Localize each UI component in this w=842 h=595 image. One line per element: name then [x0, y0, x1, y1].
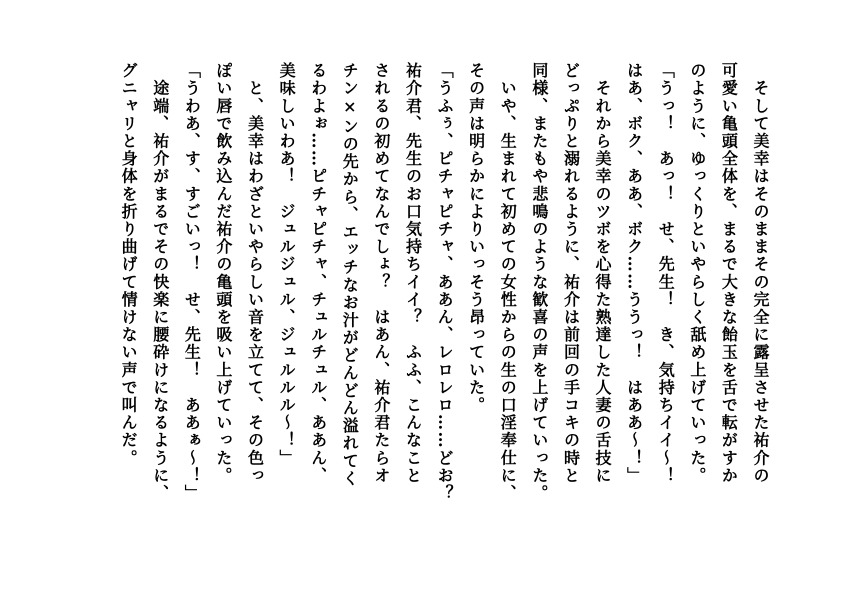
text-line: のように、ゆっくりといやらしく舐め上げていった。: [687, 62, 707, 485]
text-line: そして美幸はそのままその完全に露呈させた祐介の: [751, 62, 770, 485]
text-line: グニャリと身体を折り曲げて情けない声で叫んだ。: [119, 62, 139, 467]
text-line: と、美幸はわざといやらしい音を立てて、その色っ: [245, 62, 265, 485]
text-line: チン×ンの先から、エッチなお汁がどんどん溢れてく: [340, 62, 360, 488]
text-line: それから美幸のツボを心得た熟達した人妻の舌技に: [593, 62, 613, 485]
text-line: 可愛い亀頭全体を、まるで大きな飴玉を舌で転がすか: [719, 62, 739, 485]
text-line: 「うっ！ あっ！ せ、先生！ き、気持ちイイ～！: [656, 62, 676, 485]
text-line: いや、生まれて初めての女性からの生の口淫奉仕に、: [498, 62, 518, 502]
vertical-text-body: [76, 62, 776, 532]
text-line: 美味しいわあ！ ジュルジュル、ジュルルル～！」: [277, 62, 297, 467]
text-line: 「うわあ、す、すごいっ！ せ、先生！ ああぁ～！」: [182, 62, 202, 502]
text-line: はあ、ボク、ああ、ボク……ううっ！ はああ～！」: [624, 62, 644, 485]
text-line: 途端、祐介がまるでその快楽に腰砕けになるように、: [150, 62, 170, 502]
text-line: るわよぉ……ピチャピチャ、チュルチュル、ああん、: [308, 62, 328, 485]
text-line: ぽい唇で飲み込んだ祐介の亀頭を吸い上げていった。: [213, 62, 233, 485]
text-line: その声は明らかによりいっそう昂っていた。: [466, 62, 486, 414]
text-line: 同様、またもや悲鳴のような歓喜の声を上げていった。: [529, 62, 549, 502]
text-line: されるの初めてなんでしょ？ はあん、祐介君たらオ: [371, 62, 391, 485]
text-line: 「うふぅ、ピチャピチャ、ああん、レロレロ……どお？: [435, 62, 455, 502]
text-line: 祐介君、先生のお口気持ちイイ？ ふふ、こんなこと: [403, 62, 423, 485]
text-line: どっぷりと溺れるように、祐介は前回の手コキの時と: [561, 62, 581, 485]
